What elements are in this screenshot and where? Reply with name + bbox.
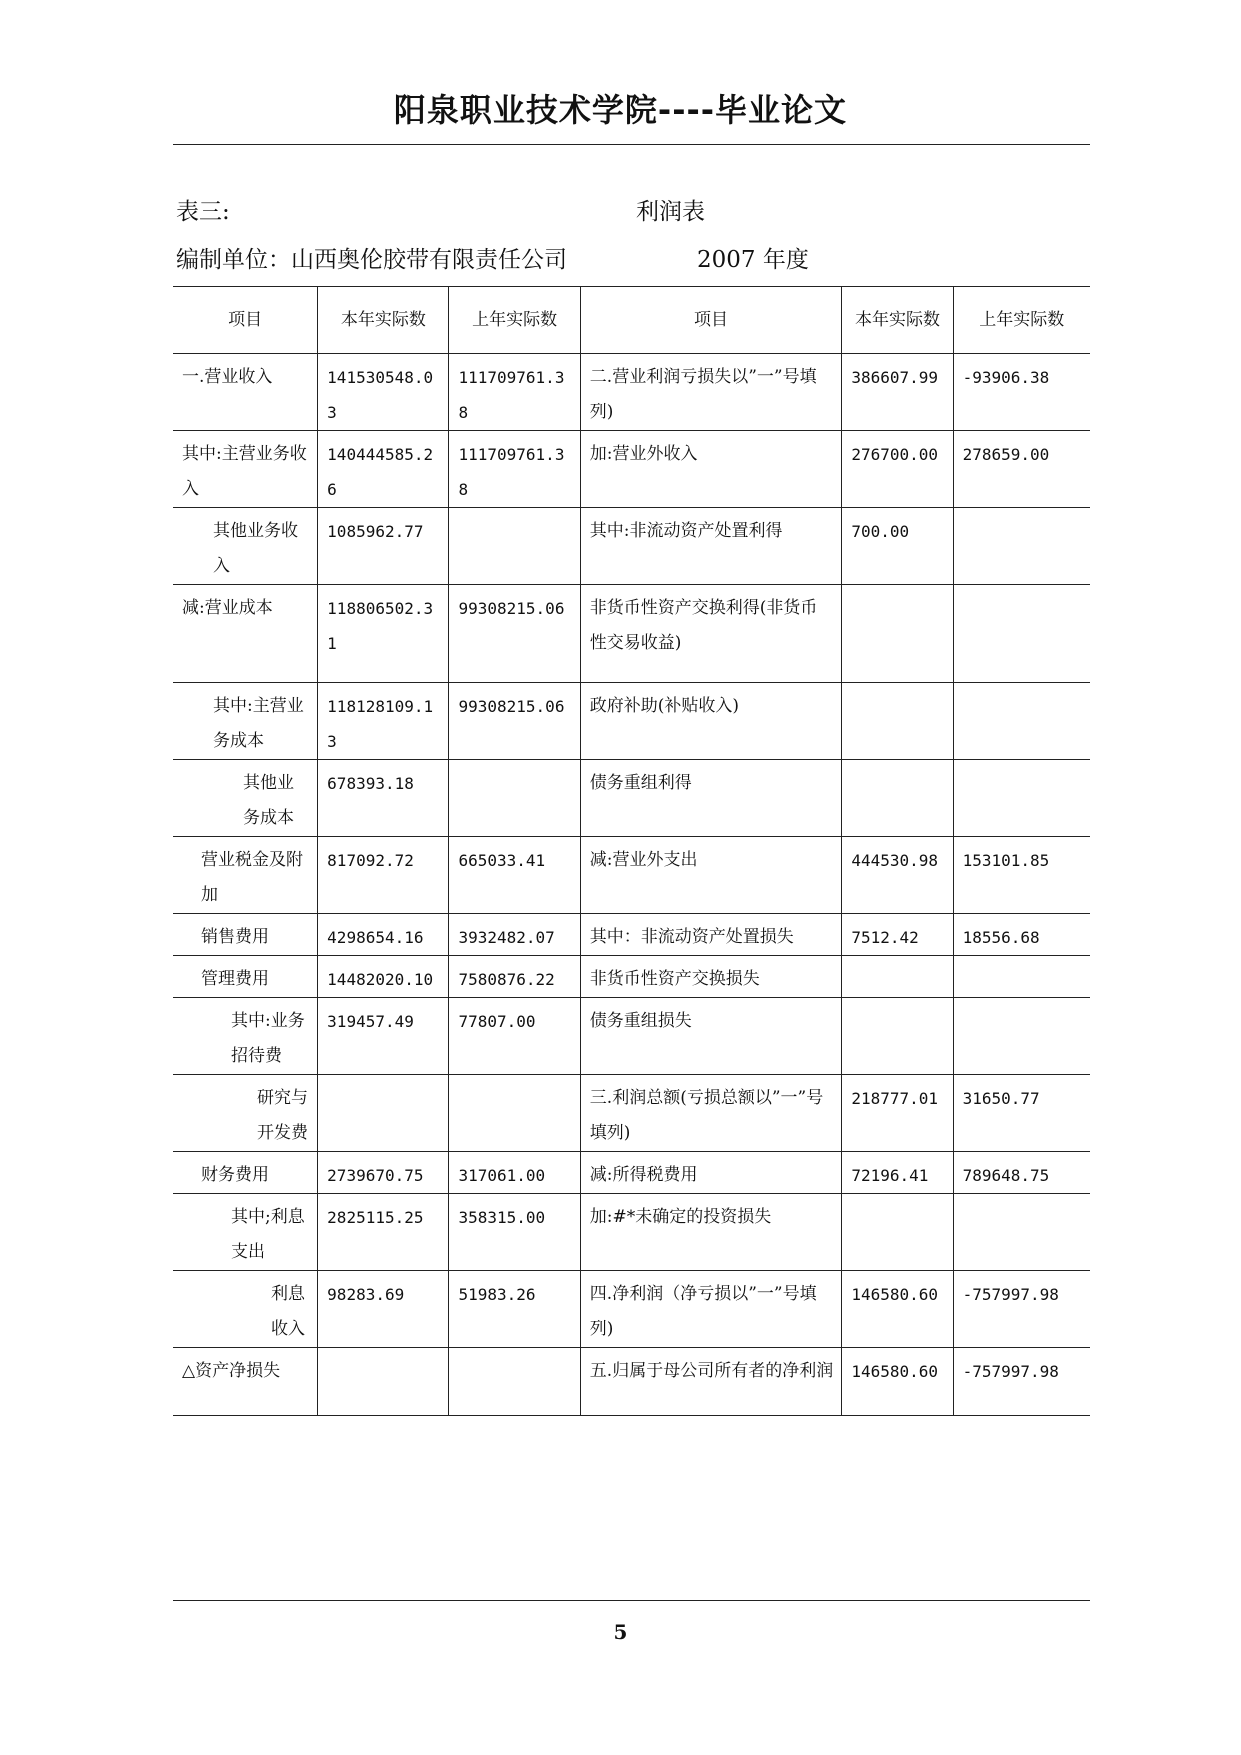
cell-prior: 3932482.07 [449, 914, 580, 956]
cell-current-right [842, 1194, 953, 1271]
cell-item: 其中;利息支出 [173, 1194, 318, 1271]
cell-current-right: 700.00 [842, 508, 953, 585]
cell-item-right: 二.营业利润亏损失以”一”号填列) [580, 354, 842, 431]
cell-current: 678393.18 [318, 760, 449, 837]
cell-item: △资产净损失 [173, 1348, 318, 1416]
cell-current-right: 146580.60 [842, 1271, 953, 1348]
cell-item-right: 债务重组利得 [580, 760, 842, 837]
cell-prior: 99308215.06 [449, 585, 580, 683]
page-number: 5 [613, 1620, 628, 1644]
table-row [173, 683, 1090, 760]
table-row [173, 998, 1090, 1075]
cell-current: 14482020.10 [318, 956, 449, 998]
col-header-item: 项目 [173, 287, 318, 354]
cell-prior-right: 31650.77 [953, 1075, 1090, 1152]
cell-current: 817092.72 [318, 837, 449, 914]
cell-prior-right [953, 998, 1090, 1075]
cell-current: 2825115.25 [318, 1194, 449, 1271]
cell-item-right: 加:营业外收入 [580, 431, 842, 508]
cell-item: 其中:主营业务成本 [173, 683, 318, 760]
cell-current: 140444585.26 [318, 431, 449, 508]
cell-current: 2739670.75 [318, 1152, 449, 1194]
cell-item-right: 政府补助(补贴收入) [580, 683, 842, 760]
cell-item: 销售费用 [173, 914, 318, 956]
cell-prior [449, 760, 580, 837]
cell-prior-right: 278659.00 [953, 431, 1090, 508]
cell-prior-right: 18556.68 [953, 914, 1090, 956]
cell-prior-right: 153101.85 [953, 837, 1090, 914]
cell-prior: 7580876.22 [449, 956, 580, 998]
cell-prior: 111709761.38 [449, 431, 580, 508]
col-header-prior-year: 上年实际数 [449, 287, 580, 354]
table-row [173, 760, 1090, 837]
cell-prior-right [953, 585, 1090, 683]
header-rule [173, 144, 1090, 145]
table-row [173, 1152, 1090, 1194]
cell-current: 118128109.13 [318, 683, 449, 760]
cell-current-right: 444530.98 [842, 837, 953, 914]
cell-prior-right: -757997.98 [953, 1271, 1090, 1348]
income-statement-table [173, 286, 1090, 1416]
cell-current-right: 276700.00 [842, 431, 953, 508]
table-row [173, 837, 1090, 914]
cell-item-right: 债务重组损失 [580, 998, 842, 1075]
cell-prior-right [953, 760, 1090, 837]
table-row [173, 508, 1090, 585]
cell-current: 4298654.16 [318, 914, 449, 956]
table-row [173, 431, 1090, 508]
cell-prior-right: -757997.98 [953, 1348, 1090, 1416]
cell-current-right: 146580.60 [842, 1348, 953, 1416]
cell-item-right: 三.利润总额(亏损总额以”一”号填列) [580, 1075, 842, 1152]
cell-current: 1085962.77 [318, 508, 449, 585]
cell-current-right [842, 683, 953, 760]
cell-current: 118806502.31 [318, 585, 449, 683]
cell-item: 财务费用 [173, 1152, 318, 1194]
header-title: 阳泉职业技术学院----毕业论文 [393, 91, 848, 129]
cell-item: 利息收入 [173, 1271, 318, 1348]
table-row [173, 354, 1090, 431]
cell-prior-right: -93906.38 [953, 354, 1090, 431]
cell-prior [449, 508, 580, 585]
cell-prior: 99308215.06 [449, 683, 580, 760]
col-header-prior-year-right: 上年实际数 [953, 287, 1090, 354]
cell-prior-right [953, 1194, 1090, 1271]
cell-item-right: 四.净利润（净亏损以”一”号填列) [580, 1271, 842, 1348]
table-label: 表三: [176, 199, 230, 225]
cell-current [318, 1075, 449, 1152]
cell-current-right: 72196.41 [842, 1152, 953, 1194]
cell-current-right [842, 998, 953, 1075]
cell-current-right: 7512.42 [842, 914, 953, 956]
cell-current: 141530548.03 [318, 354, 449, 431]
table-row [173, 585, 1090, 683]
cell-current: 98283.69 [318, 1271, 449, 1348]
cell-item-right: 减:所得税费用 [580, 1152, 842, 1194]
cell-prior: 358315.00 [449, 1194, 580, 1271]
cell-item-right: 非货币性资产交换损失 [580, 956, 842, 998]
cell-current-right: 386607.99 [842, 354, 953, 431]
cell-current-right: 218777.01 [842, 1075, 953, 1152]
table-row [173, 1075, 1090, 1152]
cell-prior-right [953, 956, 1090, 998]
col-header-current-year: 本年实际数 [318, 287, 449, 354]
cell-item-right: 其中:非流动资产处置利得 [580, 508, 842, 585]
cell-item: 其他业务成本 [173, 760, 318, 837]
cell-current: 319457.49 [318, 998, 449, 1075]
cell-prior: 111709761.38 [449, 354, 580, 431]
unit-label: 编制单位：山西奥伦胶带有限责任公司 [176, 247, 567, 273]
cell-item-right: 非货币性资产交换利得(非货币性交易收益) [580, 585, 842, 683]
cell-item-right: 加:#*未确定的投资损失 [580, 1194, 842, 1271]
cell-current-right [842, 956, 953, 998]
cell-item: 减:营业成本 [173, 585, 318, 683]
cell-prior: 51983.26 [449, 1271, 580, 1348]
col-header-current-year-right: 本年实际数 [842, 287, 953, 354]
table-row [173, 956, 1090, 998]
cell-item: 研究与开发费 [173, 1075, 318, 1152]
cell-item: 其他业务收入 [173, 508, 318, 585]
cell-item: 其中:业务招待费 [173, 998, 318, 1075]
cell-current [318, 1348, 449, 1416]
footer-rule [173, 1600, 1090, 1601]
cell-item-right: 五.归属于母公司所有者的净利润 [580, 1348, 842, 1416]
cell-prior [449, 1075, 580, 1152]
cell-item: 一.营业收入 [173, 354, 318, 431]
cell-prior-right [953, 508, 1090, 585]
cell-prior: 317061.00 [449, 1152, 580, 1194]
table-title: 利润表 [636, 199, 705, 225]
cell-item: 管理费用 [173, 956, 318, 998]
cell-current-right [842, 585, 953, 683]
cell-item-right: 其中：非流动资产处置损失 [580, 914, 842, 956]
table-row [173, 1348, 1090, 1416]
table-row [173, 914, 1090, 956]
table-row [173, 1194, 1090, 1271]
col-header-item-right: 项目 [580, 287, 842, 354]
cell-item-right: 减:营业外支出 [580, 837, 842, 914]
table-row [173, 1271, 1090, 1348]
cell-item: 其中:主营业务收入 [173, 431, 318, 508]
cell-prior [449, 1348, 580, 1416]
report-year: 2007 年度 [697, 247, 809, 273]
cell-current-right [842, 760, 953, 837]
table-header-row [173, 287, 1090, 354]
cell-prior-right: 789648.75 [953, 1152, 1090, 1194]
cell-prior: 665033.41 [449, 837, 580, 914]
cell-prior: 77807.00 [449, 998, 580, 1075]
cell-prior-right [953, 683, 1090, 760]
cell-item: 营业税金及附加 [173, 837, 318, 914]
